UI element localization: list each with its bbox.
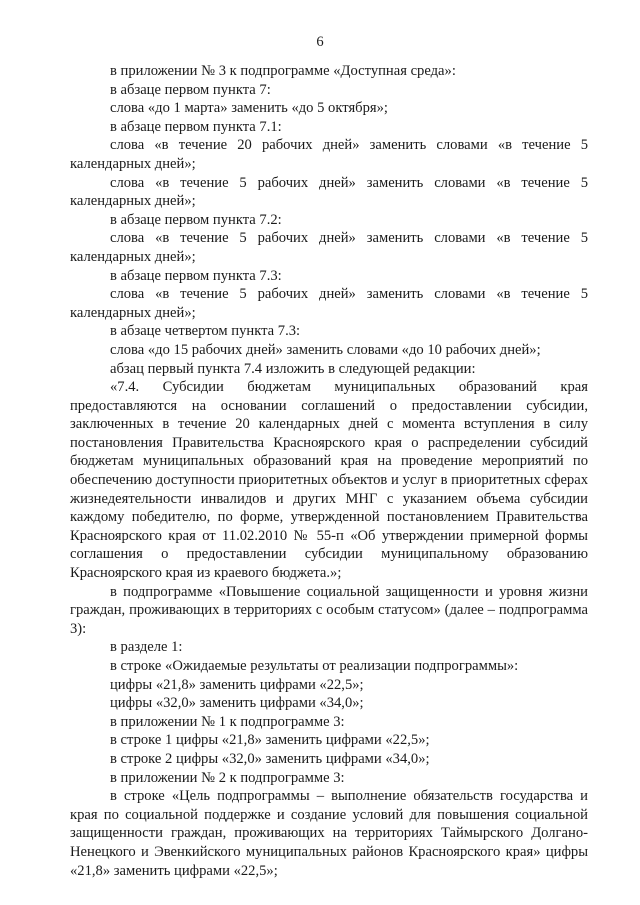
- paragraph: в приложении № 1 к подпрограмме 3:: [110, 713, 345, 730]
- paragraph: в абзаце первом пункта 7.2:: [110, 211, 282, 228]
- paragraph: слова «до 1 марта» заменить «до 5 октября»;: [110, 100, 388, 117]
- paragraph: слова «в течение 20 рабочих дней» заменить словами «в течение 5 календарных дней»;: [70, 137, 588, 172]
- quoted-paragraph: «7.4. Субсидии бюджетам муниципальных образований края предоставляются на основании соглашений о предоставлении субсидии, заключенных в течение 20 календарных дней с момента вступления в силу постановления Правительства Красноярского края о распределении субсидий бюджетам муниципальных образований края на проведение мероприятий по обеспечению доступности приоритетных объектов и услуг в приоритетных сферах жизнедеятельности инвалидов и других МНГ с указанием объема субсидии каждому победителю, по форме, утвержденной постановлением Правительства Красноярского края от 11.02.2010 № 55-п «Об утверждении примерной формы соглашения о предоставлении субсидии муниципальному образованию Красноярского края из краевого бюджета.»;: [70, 379, 588, 582]
- paragraph: в абзаце четвертом пункта 7.3:: [110, 323, 301, 340]
- document-body: [70, 62, 588, 880]
- paragraph: в строке 2 цифры «32,0» заменить цифрами «34,0»;: [110, 750, 430, 767]
- paragraph: слова «до 15 рабочих дней» заменить словами «до 10 рабочих дней»;: [110, 341, 541, 358]
- paragraph: в строке 1 цифры «21,8» заменить цифрами «22,5»;: [110, 732, 430, 749]
- paragraph: в подпрограмме «Повышение социальной защищенности и уровня жизни граждан, проживающих в территориях с особым статусом» (далее – подпрограмма 3):: [70, 583, 588, 637]
- paragraph: в абзаце первом пункта 7:: [110, 81, 271, 98]
- paragraph: цифры «32,0» заменить цифрами «34,0»;: [110, 695, 364, 712]
- page-number: 6: [316, 34, 324, 50]
- paragraph: в приложении № 3 к подпрограмме «Доступная среда»:: [110, 63, 456, 79]
- paragraph: абзац первый пункта 7.4 изложить в следующей редакции:: [110, 360, 476, 377]
- paragraph: в строке «Ожидаемые результаты от реализации подпрограммы»:: [110, 658, 519, 674]
- paragraph: в абзаце первом пункта 7.1:: [110, 118, 282, 135]
- paragraph: в разделе 1:: [110, 639, 183, 656]
- paragraph: цифры «21,8» заменить цифрами «22,5»;: [110, 676, 364, 693]
- paragraph: слова «в течение 5 рабочих дней» заменить словами «в течение 5 календарных дней»;: [70, 286, 588, 321]
- paragraph: в строке «Цель подпрограммы – выполнение обязательств государства и края по социальной поддержке и создание условий для повышения социальной защищенности граждан, проживающих на территориях Таймырского Долгано-Ненецкого и Эвенкийского муниципальных районов Красноярского края» цифры «21,8» заменить цифрами «22,5»;: [70, 788, 588, 879]
- paragraph: слова «в течение 5 рабочих дней» заменить словами «в течение 5 календарных дней»;: [70, 174, 588, 210]
- paragraph: слова «в течение 5 рабочих дней» заменить словами «в течение 5 календарных дней»;: [70, 230, 588, 265]
- paragraph: в приложении № 2 к подпрограмме 3:: [110, 769, 345, 786]
- paragraph: в абзаце первом пункта 7.3:: [110, 267, 282, 284]
